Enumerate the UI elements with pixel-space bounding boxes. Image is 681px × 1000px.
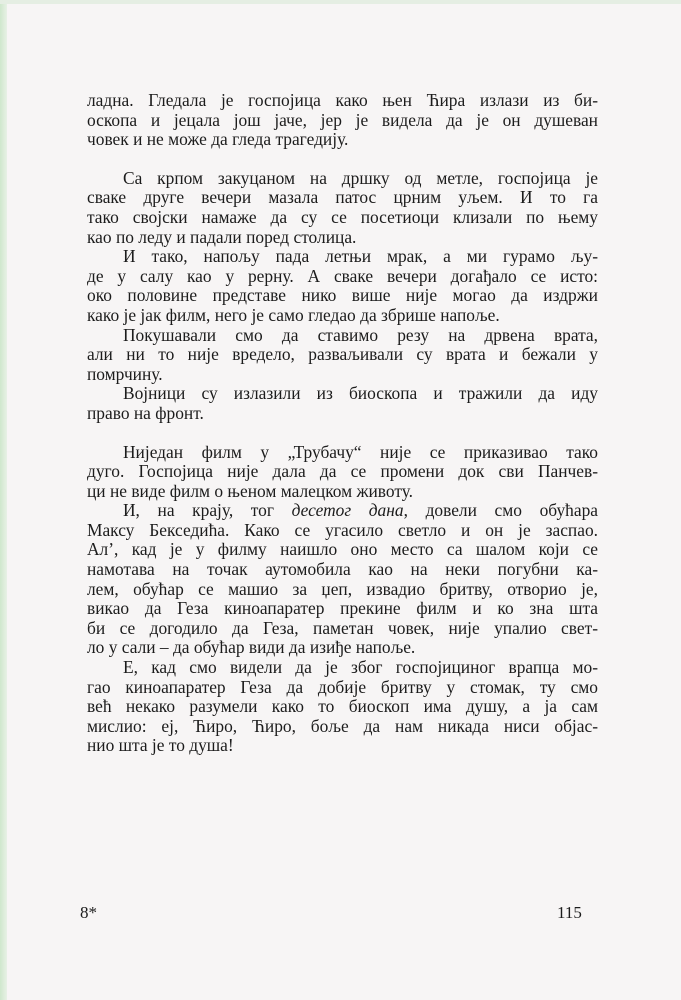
paragraph <box>87 384 598 423</box>
text-line: помрчину. <box>87 363 163 384</box>
paragraph-gap <box>87 150 598 169</box>
paragraph <box>87 501 598 658</box>
text-line: И, на крају, тог десетог дана, довели смо обућара <box>123 500 598 521</box>
text-line: нио шта је то душа! <box>87 735 234 756</box>
text-line: Покушавали смо да ставимо резу на дрвена врата, <box>123 324 598 345</box>
paragraph <box>87 247 598 325</box>
text-line: гао киноапаратер Геза да добије бритву у стомак, ту смо <box>87 676 598 697</box>
page-edge <box>0 0 7 1000</box>
text-line: Са крпом закуцаном на дршку од метле, госпојица је <box>123 167 598 188</box>
text-line: човек и не може да гледа трагедију. <box>87 129 349 150</box>
text-line: Војници су излазили из биоскопа и тражили да иду <box>123 383 598 404</box>
page-number: 115 <box>557 903 582 922</box>
text-line: тако својски намаже да су се посетиоци клизали по њему <box>87 206 598 227</box>
text-line: Максу Бекседића. Како се угасило светло и он је заспао. <box>87 519 598 540</box>
text-line: ци не виде филм о њеном малецком животу. <box>87 480 414 501</box>
text-line: али ни то није вредело, разваљивали су врата и бежали у <box>87 344 598 365</box>
body-text <box>87 91 598 756</box>
text-line: Ал’, кад је у филму наишло оно место са шалом који се <box>87 539 598 560</box>
text-line: Е, кад смо видели да је због госпојициног врапца мо- <box>123 657 598 678</box>
text-line: право на фронт. <box>87 402 204 423</box>
text-line: намотава на точак аутомобила као на неки погубни ка- <box>87 559 598 580</box>
text-line: би се догодило да Геза, паметан човек, није упалио свет- <box>87 617 598 638</box>
text-line: ладна. Гледала је госпојица како њен Ћира излази из би- <box>87 90 598 110</box>
text-line: као по леду и падали поред столица. <box>87 226 357 247</box>
text-line: Ниједан филм у „Трубачу“ није се приказивао тако <box>123 441 598 462</box>
text-line: дуго. Госпојица није дала да се промени док сви Панчев- <box>87 461 598 482</box>
text-line: како је јак филм, него је само гледао да збрише напоље. <box>87 304 500 325</box>
paragraph <box>87 169 598 247</box>
text-line: сваке друге вечери мазала патос црним уљем. И то га <box>87 187 598 208</box>
text-line: ло у сали – да обућар види да изиђе напоље. <box>87 637 416 658</box>
text-line: И тако, напољу пада летњи мрак, а ми гурамо љу- <box>123 246 598 267</box>
paragraph <box>87 326 598 385</box>
text-line: оскопа и јецала још јаче, јер је видела да је он душеван <box>87 109 598 130</box>
paragraph <box>87 443 598 502</box>
paragraph-gap <box>87 424 598 443</box>
text-line: лем, обућар се машио за џеп, извадио бритву, отворио је, <box>87 578 598 599</box>
text-line: де у салу као у рерну. А сваке вечери догађало се исто: <box>87 265 598 286</box>
page-edge-top <box>0 0 681 4</box>
paragraph <box>87 91 598 150</box>
emphasis: десетог дана <box>291 500 404 521</box>
text-line: око половине представе нико више није могао да издржи <box>87 285 598 306</box>
text-line: мислио: еј, Ћиро, Ћиро, боље да нам никада ниси објас- <box>87 715 598 736</box>
signature-mark: 8* <box>80 903 97 922</box>
text-line: већ некако разумели како то биоскоп има душу, а ја сам <box>87 696 598 717</box>
text-line: викао да Геза киноапаратер прекине филм и ко зна шта <box>87 598 598 619</box>
paragraph <box>87 658 598 756</box>
